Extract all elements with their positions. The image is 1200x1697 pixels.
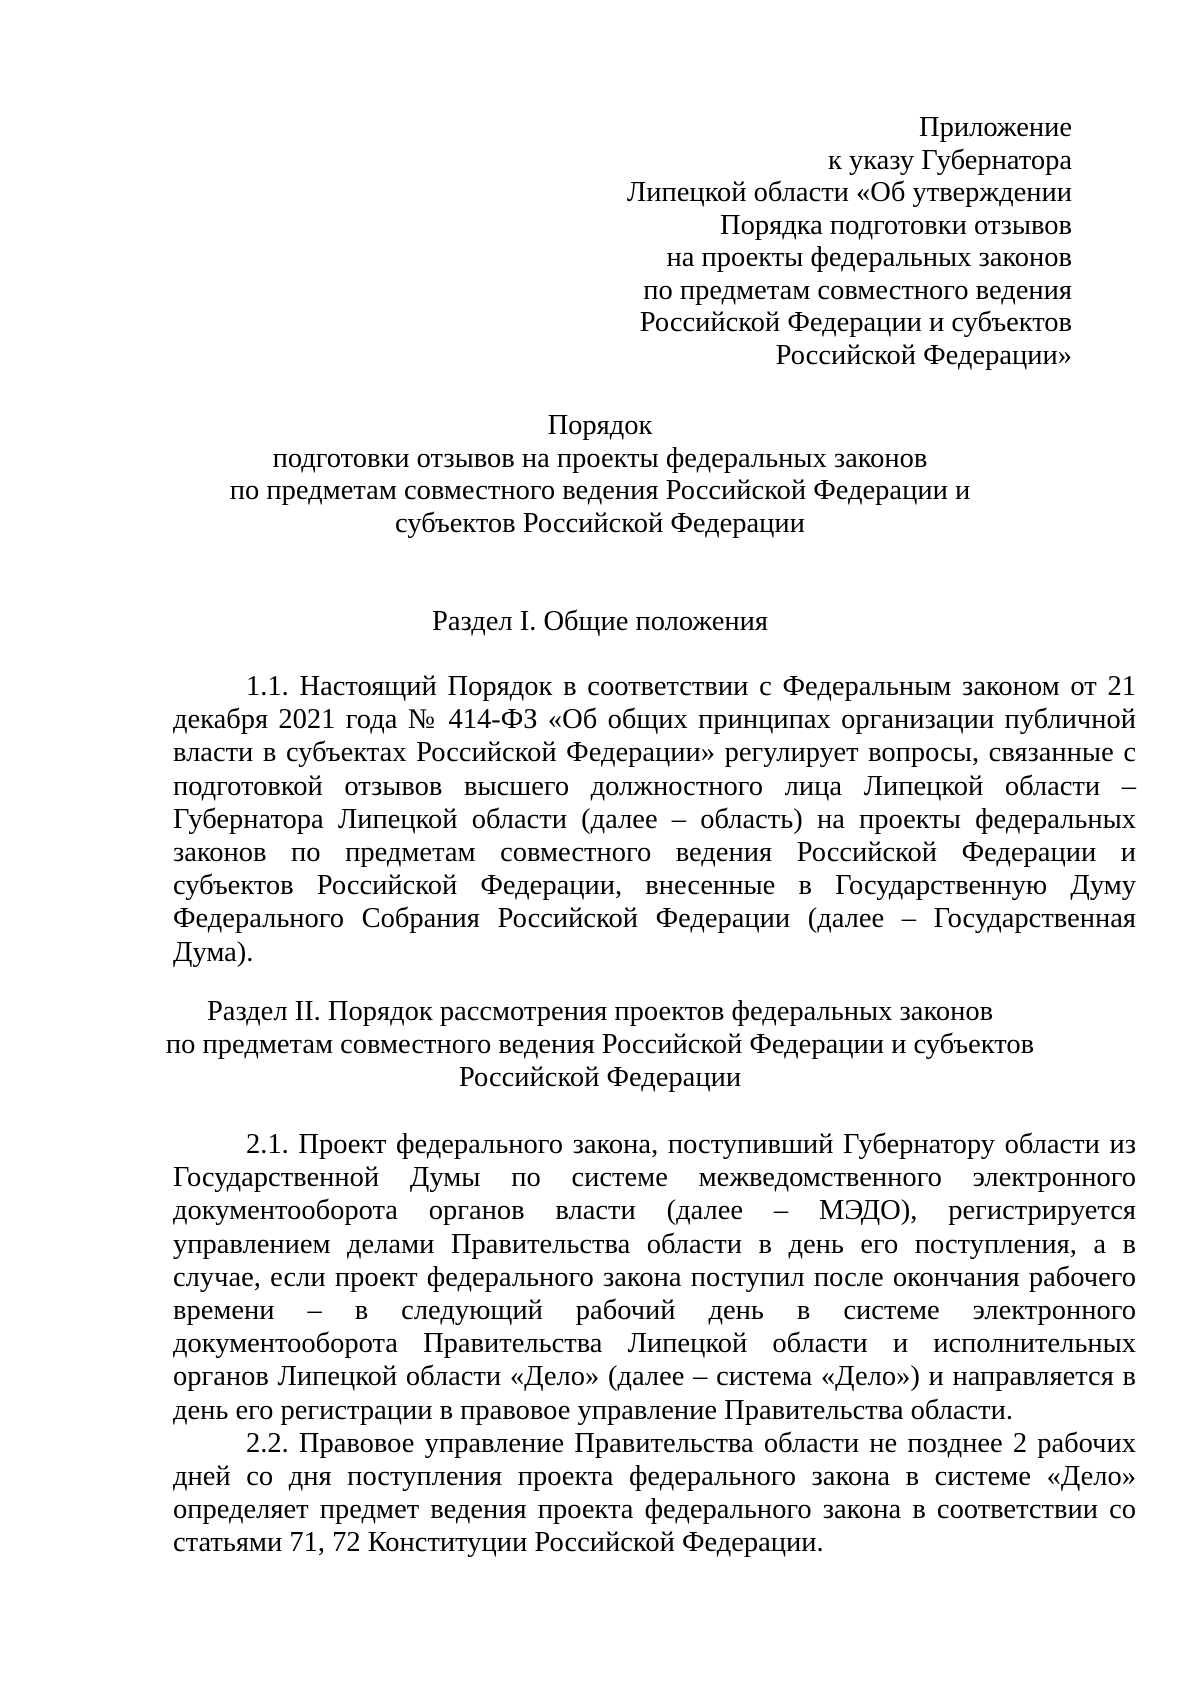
attachment-line: Липецкой области «Об утверждении xyxy=(626,177,1072,208)
title-line: субъектов Российской Федерации xyxy=(395,507,805,539)
attachment-line: Российской Федерации и субъектов xyxy=(639,307,1072,338)
paragraph-1-1: 1.1. Настоящий Порядок в соответствии с Федеральным законом от 21 декабря 2021 года № 414-ФЗ «Об общих принципах организации публичной власти в субъектах Российской Федерации» регулирует вопросы, связанные с подготовкой отзывов высшего должностного лица Липецкой области – Губернатора Липецкой области (далее – область) на проекты федеральных законов по предметам совместного ведения Российской Федерации и субъектов Российской Федерации, внесенные в Государственную Думу Федерального Собрания Российской Федерации (далее – Государственная Дума). xyxy=(173,671,1136,968)
section-2-heading-line: Российской Федерации xyxy=(458,1062,742,1093)
section-2-heading-line: по предметам совместного ведения Российской Федерации и субъектов xyxy=(165,1029,1035,1060)
title-line: подготовки отзывов на проекты федеральных законов xyxy=(272,442,928,474)
attachment-line: Российской Федерации» xyxy=(775,339,1072,371)
section-1-heading-text: Раздел I. Общие положения xyxy=(431,606,768,637)
paragraph-2-2: 2.2. Правовое управление Правительства области не позднее 2 рабочих дней со дня поступления проекта федерального закона в системе «Дело» определяет предмет ведения проекта федерального закона в соответствии со статьями 71, 72 Конституции Российской Федерации. xyxy=(173,1427,1136,1559)
section-2-body xyxy=(173,1128,1136,1560)
attachment-line: Приложение xyxy=(919,112,1072,143)
section-1-body xyxy=(173,670,1136,969)
section-1-heading xyxy=(150,605,1050,638)
attachment-line: на проекты федеральных законов xyxy=(666,242,1072,273)
attachment-line: Порядка подготовки отзывов xyxy=(720,209,1072,241)
attachment-line: к указу Губернатора xyxy=(827,144,1072,176)
title-line: по предметам совместного ведения Российской Федерации и xyxy=(229,475,971,506)
attachment-line: по предметам совместного ведения xyxy=(643,274,1072,306)
document-title xyxy=(150,410,1050,540)
title-line: Порядок xyxy=(547,410,653,441)
attachment-header xyxy=(512,112,1072,372)
paragraph-2-1: 2.1. Проект федерального закона, поступивший Губернатору области из Государственной Думы по системе межведомственного электронного документооборота органов власти (далее – МЭДО), регистрируется управлением делами Правительства области в день его поступления, а в случае, если проект федерального закона поступил после окончания рабочего времени – в следующий рабочий день в системе электронного документооборота Правительства Липецкой области и исполнительных органов Липецкой области «Дело» (далее – система «Дело») и направляется в день его регистрации в правовое управление Правительства области. xyxy=(173,1129,1136,1426)
section-2-heading xyxy=(150,995,1050,1094)
section-2-heading-line: Раздел II. Порядок рассмотрения проектов федеральных законов xyxy=(206,996,994,1027)
